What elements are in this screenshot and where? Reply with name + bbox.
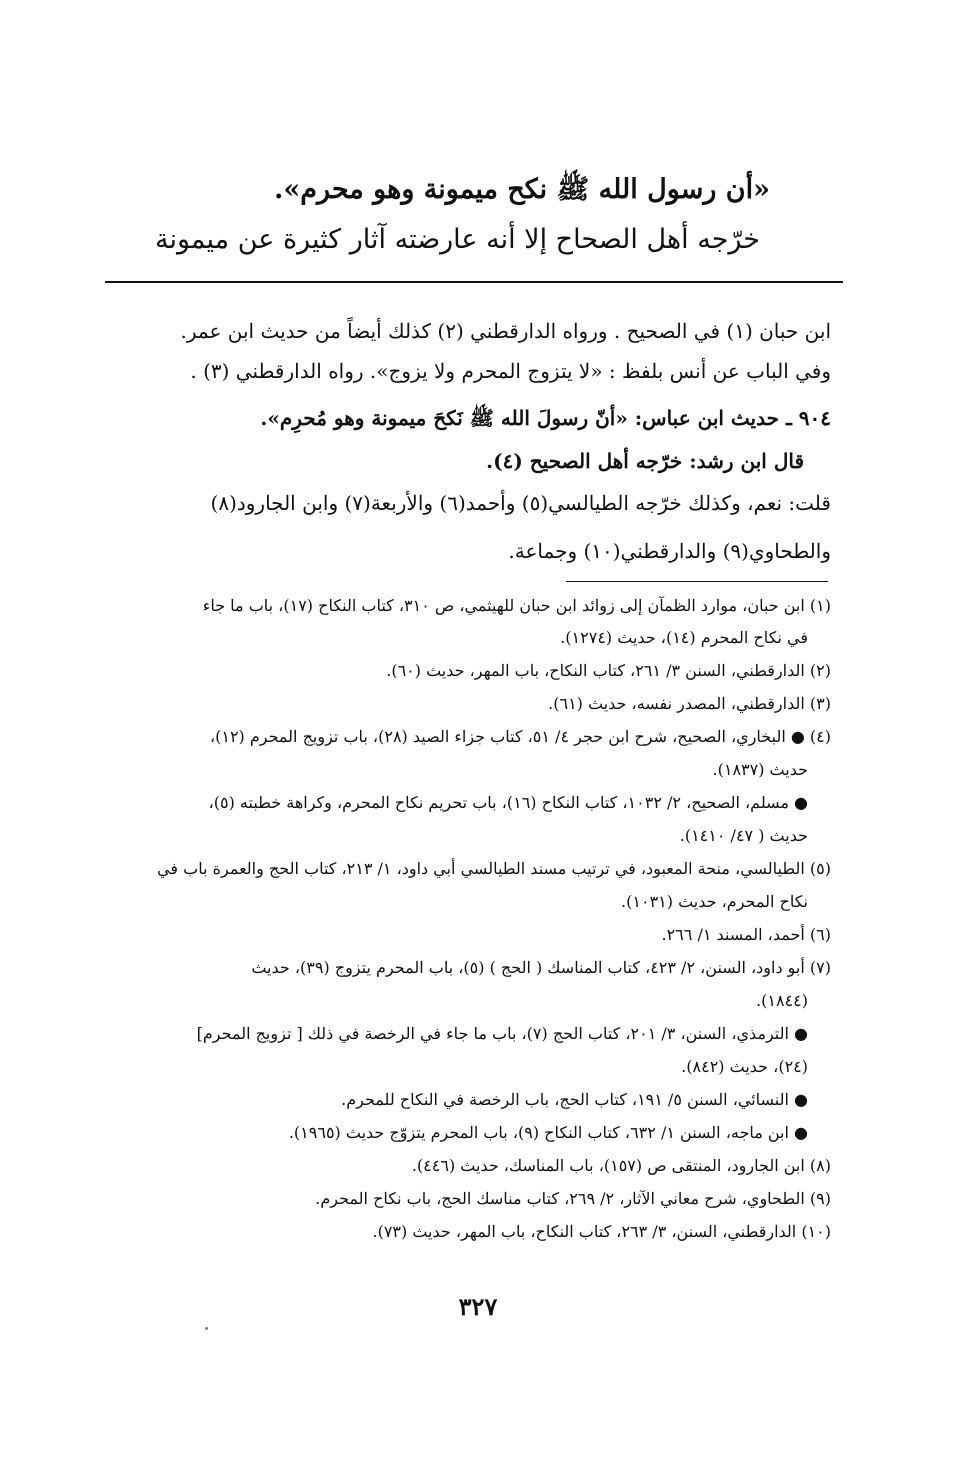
footnote-7-cont: (١٨٤٤).	[756, 991, 808, 1010]
footnote-2: (٢) الدارقطني، السنن ٣/ ٢٦١، كتاب النكاح، باب المهر، حديث (٦٠).	[386, 661, 831, 680]
body-line-1: ابن حبان (١) في الصحيح . ورواه الدارقطني (٢) كذلك أيضاً من حديث ابن عمر.	[180, 319, 831, 343]
footnote-5-cont: نكاح المحرم، حديث (١٠٣١).	[621, 892, 808, 911]
footnote-9: (٩) الطحاوي، شرح معاني الآثار، ٢/ ٢٦٩، كتاب مناسك الحج، باب نكاح المحرم.	[315, 1189, 831, 1208]
footnote-10: (١٠) الدارقطني، السنن، ٣/ ٢٦٣، كتاب النكاح، باب المهر، حديث (٧٣).	[372, 1222, 831, 1241]
footnote-1-cont: في نكاح المحرم (١٤)، حديث (١٢٧٤).	[560, 628, 808, 647]
hadith-heading: ٩٠٤ ـ حديث ابن عباس: «أنّ رسولَ الله ﷺ نَكحَ ميمونة وهو مُحرِم».	[260, 406, 831, 430]
header-divider	[105, 281, 843, 283]
footnote-4: (٤) ● البخاري، الصحيح، شرح ابن حجر ٤/ ٥١، كتاب جزاء الصيد (٢٨)، باب تزويج المحرم (١٢)،	[209, 727, 831, 746]
footnote-5: (٥) الطيالسي، منحة المعبود، في ترتيب مسند الطيالسي أبي داود، ١/ ٢١٣، كتاب الحج والعمرة باب في	[157, 859, 831, 878]
header-quote: «أن رسول الله ﷺ نكح ميمونة وهو محرم».	[273, 174, 770, 205]
footnote-4-item-cont: حديث ( ٤٧/ ١٤١٠).	[679, 826, 808, 845]
footnote-7-item-1-cont: (٢٤)، حديث (٨٤٢).	[681, 1057, 808, 1076]
header-quote-continuation: خرّجه أهل الصحاح إلا أنه عارضته آثار كثيرة عن ميمونة	[154, 224, 760, 255]
footnote-7-item-1: ● الترمذي، السنن، ٣/ ٢٠١، كتاب الحج (٧)، باب ما جاء في الرخصة في ذلك [ تزويج المحرم]	[196, 1024, 808, 1043]
footnote-4-item: ● مسلم، الصحيح، ٢/ ١٠٣٢، كتاب النكاح (١٦)، باب تحريم نكاح المحرم، وكراهة خطبته (٥)،	[208, 793, 808, 812]
footnote-7-item-2: ● النسائي، السنن ٥/ ١٩١، كتاب الحج، باب الرخصة في النكاح للمحرم.	[341, 1090, 808, 1109]
body-line-6: والطحاوي(٩) والدارقطني(١٠) وجماعة.	[508, 539, 831, 563]
footnote-divider	[566, 581, 828, 582]
footnote-8: (٨) ابن الجارود، المنتقى ص (١٥٧)، باب المناسك، حديث (٤٤٦).	[411, 1156, 831, 1175]
body-line-2: وفي الباب عن أنس بلفظ : «لا يتزوج المحرم ولا يزوج». رواه الدارقطني (٣) .	[190, 359, 831, 383]
footnote-3: (٣) الدارقطني، المصدر نفسه، حديث (٦١).	[548, 694, 831, 713]
footnote-6: (٦) أحمد، المسند ١/ ٢٦٦.	[661, 925, 831, 944]
footnote-7: (٧) أبو داود، السنن، ٢/ ٤٢٣، كتاب المناسك ( الحج ) (٥)، باب المحرم يتزوج (٣٩)، حديث	[251, 958, 831, 977]
footnote-7-item-3: ● ابن ماجه، السنن ١/ ٦٣٢، كتاب النكاح (٩)، باب المحرم يتزوّج حديث (١٩٦٥).	[288, 1123, 808, 1142]
footnote-1: (١) ابن حبان، موارد الظمآن إلى زوائد ابن حبان للهيثمي، ص ٣١٠، كتاب النكاح (١٧)، باب ما جاء	[202, 596, 831, 615]
page-number: ٣٢٧	[458, 1292, 498, 1321]
body-line-5: قلت: نعم، وكذلك خرّجه الطيالسي(٥) وأحمد(٦) والأربعة(٧) وابن الجارود(٨)	[210, 491, 831, 515]
footnote-4-cont: حديث (١٨٣٧).	[712, 760, 808, 779]
body-line-4: قال ابن رشد: خرّجه أهل الصحيح (٤).	[486, 449, 804, 473]
scan-speck	[205, 1327, 208, 1330]
